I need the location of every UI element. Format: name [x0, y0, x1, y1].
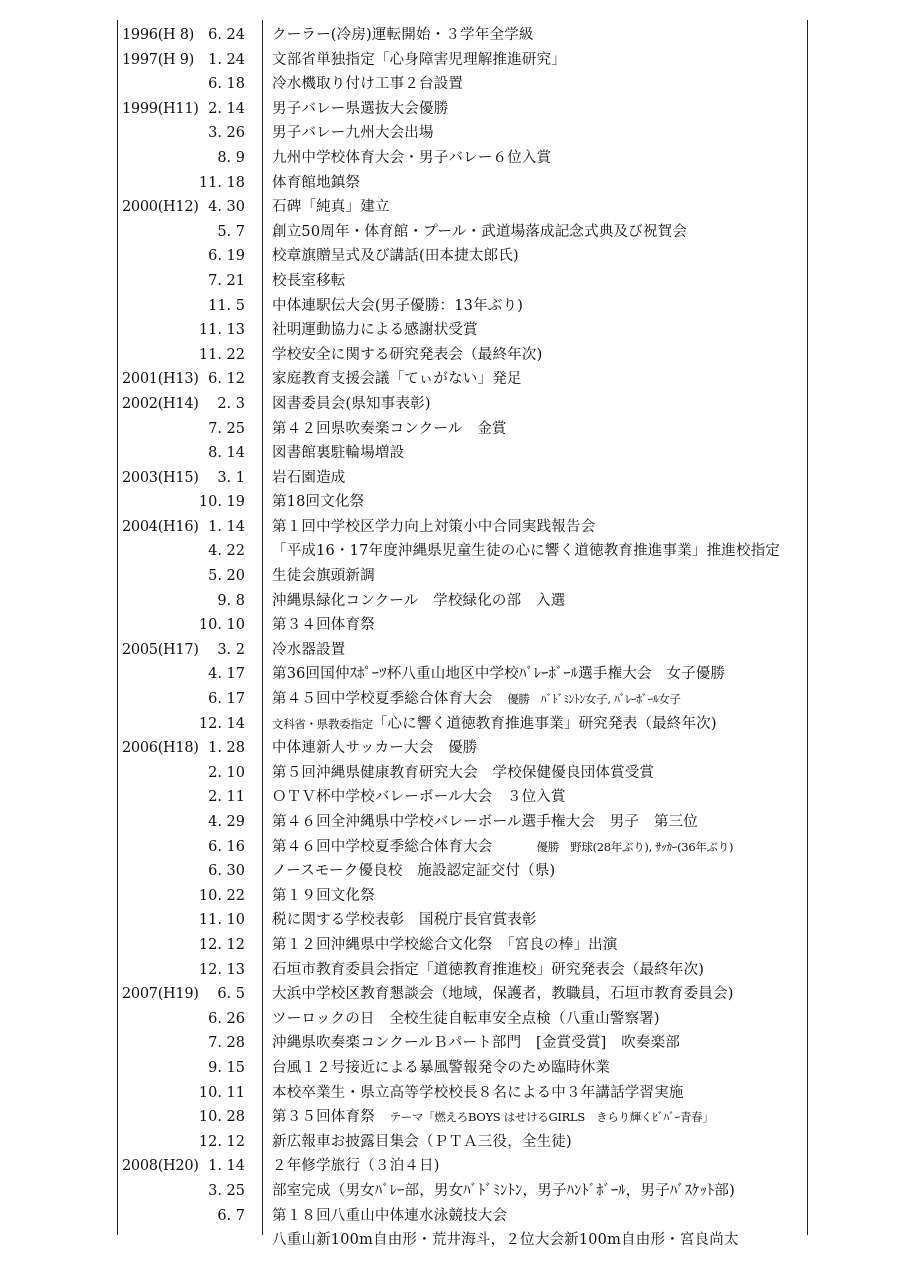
event-text: 「心に響く道徳教育推進事業」研究発表（最終年次) — [372, 715, 717, 732]
event-cell — [272, 638, 802, 663]
event-cell — [272, 515, 802, 540]
event-cell — [272, 1179, 802, 1204]
table-row — [0, 1081, 904, 1106]
event-cell — [272, 97, 802, 122]
event-text: 第４６回中学校夏季総合体育大会 — [272, 838, 537, 855]
event-text: 岩石園造成 — [272, 469, 346, 486]
date-cell: 6. 7 — [217, 1207, 245, 1224]
event-text: 第４２回県吹奏楽コンクール 金賞 — [272, 420, 507, 437]
event-cell — [272, 835, 802, 860]
date-cell: 10. 22 — [198, 887, 245, 904]
date-cell: 11. 10 — [198, 912, 245, 929]
table-row — [0, 23, 904, 48]
event-cell — [272, 392, 802, 417]
event-cell — [272, 195, 802, 220]
date-cell: 4. 22 — [208, 543, 245, 560]
table-row — [0, 294, 904, 319]
table-row — [0, 884, 904, 909]
table-row — [0, 441, 904, 466]
date-cell: 10. 11 — [198, 1084, 245, 1101]
table-row — [0, 244, 904, 269]
event-cell — [272, 294, 802, 319]
event-text: ＯＴＶ杯中学校バレーボール大会 ３位入賞 — [272, 789, 566, 806]
date-cell: 10. 10 — [198, 617, 245, 634]
date-cell: 10. 19 — [198, 494, 245, 511]
table-row — [0, 146, 904, 171]
event-text: 第36回国仲ｽﾎﾟｰﾂ杯八重山地区中学校ﾊﾞﾚｰﾎﾞｰﾙ選手権大会 女子優勝 — [272, 666, 726, 683]
table-row — [0, 1228, 904, 1253]
event-text: 図書館裏駐輪場増設 — [272, 445, 405, 462]
event-cell — [272, 982, 802, 1007]
date-cell: 12. 14 — [198, 715, 245, 732]
year-cell: 1997(H 9) — [122, 51, 194, 68]
event-cell — [272, 490, 802, 515]
date-cell: 1. 28 — [208, 740, 245, 757]
date-cell: 4. 17 — [208, 666, 245, 683]
event-text: 家庭教育支援会議「てぃがない」発足 — [272, 371, 522, 388]
event-cell — [272, 146, 802, 171]
event-text: 部室完成（男女ﾊﾞﾚｰ部，男女ﾊﾞﾄﾞﾐﾝﾄﾝ，男子ﾊﾝﾄﾞﾎﾞｰﾙ，男子ﾊﾞｽｹｯﾄ部) — [272, 1182, 735, 1199]
year-cell: 2008(H20) — [122, 1158, 199, 1175]
year-cell: 1996(H 8) — [122, 27, 194, 43]
table-row — [0, 662, 904, 687]
event-cell — [272, 1228, 802, 1253]
event-cell — [272, 220, 802, 245]
table-row — [0, 736, 904, 761]
date-cell: 4. 30 — [208, 199, 245, 216]
event-cell — [272, 48, 802, 73]
date-cell: 6. 30 — [208, 863, 245, 880]
table-row — [0, 48, 904, 73]
event-text: ノースモーク優良校 施設認定証交付（県) — [272, 863, 556, 880]
year-cell: 2000(H12) — [122, 199, 199, 216]
event-text: 校章旗贈呈式及び講話(田本捷太郎氏) — [272, 248, 519, 265]
table-row — [0, 835, 904, 860]
event-cell — [272, 810, 802, 835]
event-cell — [272, 564, 802, 589]
event-text: 第３４回体育祭 — [272, 617, 375, 634]
event-cell — [272, 1154, 802, 1179]
date-cell: 9. 15 — [208, 1059, 245, 1076]
date-cell: 5. 20 — [208, 568, 245, 585]
date-cell: 4. 29 — [208, 814, 245, 830]
table-row — [0, 1179, 904, 1204]
event-text: ツーロックの日 全校生徒自転車安全点検（八重山警察署) — [272, 1010, 660, 1027]
event-cell — [272, 1056, 802, 1081]
event-cell — [272, 367, 802, 392]
event-text: 石垣市教育委員会指定「道徳教育推進校」研究発表会（最終年次) — [272, 961, 705, 978]
date-cell: 10. 28 — [198, 1109, 245, 1126]
year-cell: 2002(H14) — [122, 395, 199, 412]
table-row — [0, 539, 904, 564]
table-row — [0, 933, 904, 958]
event-cell — [272, 72, 802, 97]
year-cell: 2007(H19) — [122, 986, 199, 1003]
table-row — [0, 1154, 904, 1179]
event-text: 台風１２号接近による暴風警報発令のため臨時休業 — [272, 1059, 611, 1076]
date-cell: 11. 5 — [208, 297, 245, 314]
event-cell — [272, 171, 802, 196]
table-row — [0, 638, 904, 663]
event-cell — [272, 687, 802, 712]
table-row — [0, 171, 904, 196]
event-text: 第３５回体育祭 — [272, 1109, 390, 1126]
year-cell: 2003(H15) — [122, 469, 199, 486]
event-text: 沖縄県緑化コンクール 学校緑化の部 入選 — [272, 592, 566, 609]
date-cell: 9. 8 — [217, 592, 245, 609]
table-row — [0, 97, 904, 122]
date-cell: 6. 17 — [208, 691, 245, 708]
event-text: 税に関する学校表彰 国税庁長官賞表彰 — [272, 912, 537, 929]
event-cell — [272, 244, 802, 269]
date-cell: 11. 13 — [198, 322, 245, 339]
date-cell: 7. 28 — [208, 1035, 245, 1052]
event-text: 図書委員会(県知事表彰) — [272, 395, 431, 412]
event-text: 「平成16・17年度沖縄県児童生徒の心に響く道徳教育推進事業」推進校指定 — [272, 543, 781, 560]
year-cell: 2006(H18) — [122, 740, 199, 757]
event-text: 校長室移転 — [272, 272, 346, 289]
date-cell: 12. 12 — [198, 1133, 245, 1150]
event-cell — [272, 613, 802, 638]
event-cell — [272, 958, 802, 983]
event-text: 第４６回全沖縄県中学校バレーボール選手権大会 男子 第三位 — [272, 814, 699, 830]
date-cell: 8. 9 — [217, 149, 245, 166]
table-row — [0, 712, 904, 737]
event-text: 学校安全に関する研究発表会（最終年次) — [272, 346, 543, 363]
date-cell: 3. 1 — [217, 469, 245, 486]
event-text: 八重山新100m自由形・荒井海斗，２位大会新100m自由形・宮良尚太 — [272, 1232, 739, 1249]
event-cell — [272, 23, 802, 48]
table-row — [0, 613, 904, 638]
event-cell — [272, 1105, 802, 1130]
table-row — [0, 982, 904, 1007]
event-cell — [272, 785, 802, 810]
table-row — [0, 515, 904, 540]
date-cell: 7. 25 — [208, 420, 245, 437]
event-text: 第１８回八重山中体連水泳競技大会 — [272, 1207, 508, 1224]
year-cell: 2004(H16) — [122, 518, 199, 535]
event-text: 男子バレー県選抜大会優勝 — [272, 100, 449, 117]
table-row — [0, 785, 904, 810]
event-text: 中体連駅伝大会(男子優勝：13年ぶり) — [272, 297, 524, 314]
date-cell: 3. 2 — [217, 641, 245, 658]
date-cell: 1. 14 — [208, 1158, 245, 1175]
date-cell: 3. 25 — [208, 1182, 245, 1199]
event-cell — [272, 761, 802, 786]
event-note: 優勝 ﾊﾞﾄﾞﾐﾝﾄﾝ女子, ﾊﾞﾚｰﾎﾞｰﾙ女子 — [507, 692, 681, 707]
year-cell: 2005(H17) — [122, 641, 199, 658]
table-row — [0, 121, 904, 146]
table-row — [0, 958, 904, 983]
event-text: 九州中学校体育大会・男子バレー６位入賞 — [272, 149, 552, 166]
date-cell: 6. 26 — [208, 1010, 245, 1027]
date-cell: 6. 16 — [208, 838, 245, 855]
event-text: 社明運動協力による感謝状受賞 — [272, 322, 478, 339]
table-row — [0, 417, 904, 442]
date-cell: 6. 18 — [208, 76, 245, 93]
event-text: 冷水器設置 — [272, 641, 346, 658]
year-cell: 2001(H13) — [122, 371, 199, 388]
date-cell: 12. 13 — [198, 961, 245, 978]
table-row — [0, 343, 904, 368]
history-table — [0, 23, 904, 1253]
table-row — [0, 1130, 904, 1155]
date-cell: 6. 19 — [208, 248, 245, 265]
event-text: 第５回沖縄県健康教育研究大会 学校保健優良団体賞受賞 — [272, 764, 655, 781]
date-cell: 6. 12 — [208, 371, 245, 388]
event-text: クーラー(冷房)運転開始・３学年全学級 — [272, 27, 534, 43]
table-row — [0, 490, 904, 515]
event-cell — [272, 908, 802, 933]
date-cell: 11. 18 — [198, 174, 245, 191]
date-cell: 2. 14 — [208, 100, 245, 117]
table-row — [0, 1204, 904, 1229]
event-cell — [272, 589, 802, 614]
date-cell: 2. 11 — [208, 789, 245, 806]
event-cell — [272, 662, 802, 687]
date-cell: 11. 22 — [198, 346, 245, 363]
event-cell — [272, 1130, 802, 1155]
event-cell — [272, 884, 802, 909]
table-row — [0, 466, 904, 491]
event-cell — [272, 1204, 802, 1229]
event-cell — [272, 343, 802, 368]
event-cell — [272, 712, 802, 737]
event-text: 生徒会旗頭新調 — [272, 568, 375, 585]
table-row — [0, 195, 904, 220]
event-cell — [272, 318, 802, 343]
event-note: 優勝 野球(28年ぶり), ｻｯｶｰ(36年ぶり) — [536, 839, 734, 854]
event-cell — [272, 441, 802, 466]
event-text: 石碑「純真」建立 — [272, 199, 390, 216]
event-text: 第１回中学校区学力向上対策小中合同実践報告会 — [272, 518, 596, 535]
event-cell — [272, 1081, 802, 1106]
event-text: ２年修学旅行（３泊４日) — [272, 1158, 440, 1175]
event-text: 冷水機取り付け工事２台設置 — [272, 76, 464, 93]
table-row — [0, 761, 904, 786]
table-row — [0, 72, 904, 97]
table-row — [0, 220, 904, 245]
event-text: 文部省単独指定「心身障害児理解推進研究」 — [272, 51, 566, 68]
table-row — [0, 318, 904, 343]
event-cell — [272, 859, 802, 884]
event-prefix: 文科省・県教委指定 — [272, 716, 373, 731]
table-row — [0, 367, 904, 392]
table-row — [0, 1056, 904, 1081]
date-cell: 3. 26 — [208, 125, 245, 142]
table-row — [0, 269, 904, 294]
table-row — [0, 859, 904, 884]
year-cell: 1999(H11) — [122, 100, 199, 117]
event-note: テーマ「燃えろBOYS はせけるGIRLS きらり輝くﾋﾞﾊﾞｰ青春」 — [389, 1110, 714, 1125]
event-cell — [272, 121, 802, 146]
date-cell: 6. 24 — [208, 27, 245, 43]
event-text: 大浜中学校区教育懇談会（地域，保護者，教職員，石垣市教育委員会) — [272, 986, 734, 1003]
event-text: 中体連新人サッカー大会 優勝 — [272, 740, 478, 757]
event-text: 体育館地鎮祭 — [272, 174, 361, 191]
event-text: 本校卒業生・県立高等学校校長８名による中３年講話学習実施 — [272, 1084, 684, 1101]
table-row — [0, 810, 904, 835]
event-text: 男子バレー九州大会出場 — [272, 125, 434, 142]
table-row — [0, 1105, 904, 1130]
table-row — [0, 392, 904, 417]
event-cell — [272, 736, 802, 761]
event-cell — [272, 1007, 802, 1032]
date-cell: 2. 10 — [208, 764, 245, 781]
event-text: 第１９回文化祭 — [272, 887, 375, 904]
date-cell: 1. 14 — [208, 518, 245, 535]
date-cell: 8. 14 — [208, 445, 245, 462]
event-text: 第18回文化祭 — [272, 494, 365, 511]
event-cell — [272, 933, 802, 958]
event-text: 第１２回沖縄県中学校総合文化祭 「宮良の棒」出演 — [272, 936, 618, 953]
event-text: 新広報車お披露目集会（ＰＴＡ三役，全生徒) — [272, 1133, 572, 1150]
event-text: 沖縄県吹奏楽コンクールＢパート部門 [金賞受賞] 吹奏楽部 — [272, 1035, 681, 1052]
table-row — [0, 564, 904, 589]
event-cell — [272, 269, 802, 294]
date-cell: 1. 24 — [208, 51, 245, 68]
table-row — [0, 1031, 904, 1056]
event-text: 創立50周年・体育館・プール・武道場落成記念式典及び祝賀会 — [272, 223, 688, 240]
event-cell — [272, 539, 802, 564]
table-row — [0, 589, 904, 614]
table-row — [0, 908, 904, 933]
date-cell: 12. 12 — [198, 936, 245, 953]
event-cell — [272, 417, 802, 442]
date-cell: 6. 5 — [217, 986, 245, 1003]
event-cell — [272, 1031, 802, 1056]
event-text: 第４５回中学校夏季総合体育大会 — [272, 691, 508, 708]
table-row — [0, 687, 904, 712]
table-row — [0, 1007, 904, 1032]
event-cell — [272, 466, 802, 491]
date-cell: 5. 7 — [217, 223, 245, 240]
date-cell: 7. 21 — [208, 272, 245, 289]
date-cell: 2. 3 — [217, 395, 245, 412]
